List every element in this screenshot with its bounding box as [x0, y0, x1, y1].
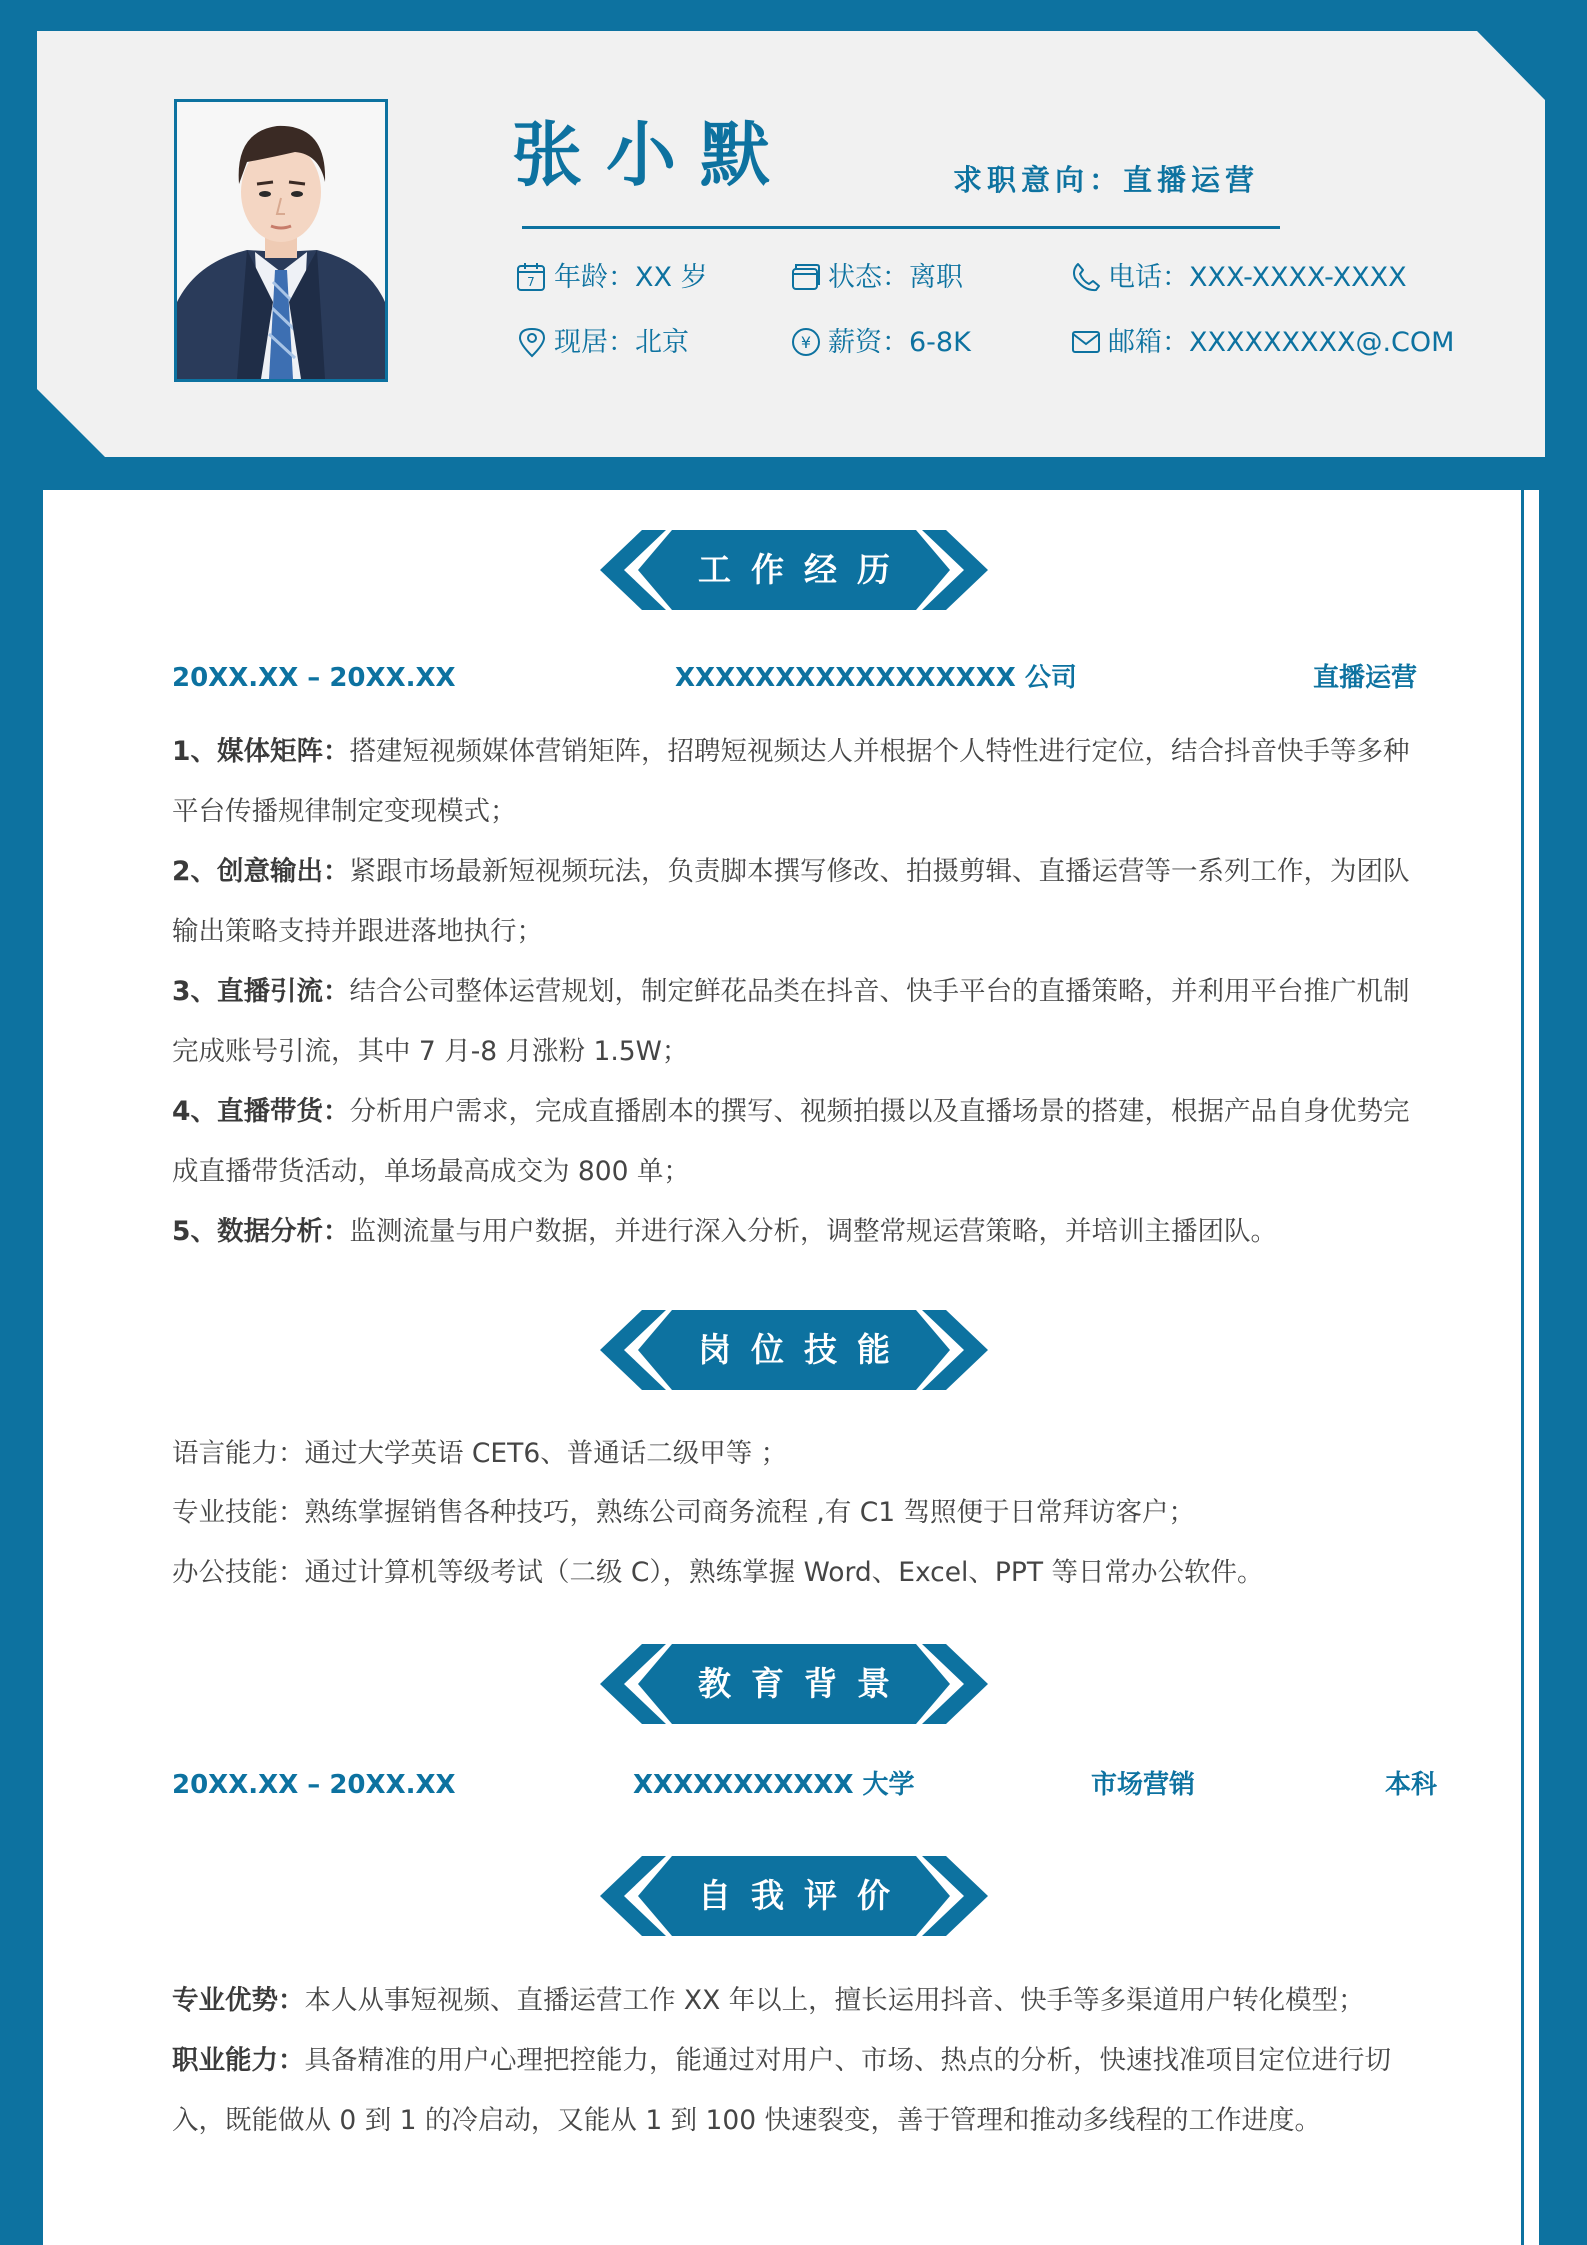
work-item-text: 监测流量与用户数据，并进行深入分析，调整常规运营策略，并培训主播团队。: [349, 1216, 1277, 1247]
section-title-work-label: 工作经历: [698, 550, 910, 589]
info-email-value: XXXXXXXXX@.COM: [1189, 326, 1455, 358]
skill-item: 办公技能：通过计算机等级考试（二级 C），熟练掌握 Word、Excel、PPT 等日常办公软件。: [172, 1557, 1264, 1588]
info-phone-label: 电话：: [1108, 261, 1189, 293]
self-eval-item-text: 本人从事短视频、直播运营工作 XX 年以上，擅长运用抖音、快手等多渠道用户转化模型；: [304, 1985, 1365, 2016]
right-border-line: [1521, 490, 1524, 2245]
section-title-skills-label: 岗位技能: [698, 1330, 910, 1369]
work-item: [172, 842, 1432, 962]
work-item-text: 搭建短视频媒体营销矩阵，招聘短视频达人并根据个人特性进行定位，结合抖音快手等多种平台传播规律制定变现模式；: [172, 736, 1410, 827]
info-age-value: XX 岁: [635, 261, 708, 293]
work-item: [172, 722, 1432, 842]
section-title-work: [600, 530, 988, 610]
work-period: 20XX.XX – 20XX.XX: [172, 663, 456, 693]
work-item: [172, 1082, 1432, 1202]
info-status-value: 离职: [909, 261, 963, 293]
skill-item: 专业技能：熟练掌握销售各种技巧，熟练公司商务流程 ,有 C1 驾照便于日常拜访客户；: [172, 1497, 1196, 1528]
profile-photo: [174, 99, 388, 382]
work-item-label: 3、直播引流：: [172, 976, 350, 1007]
info-salary-value: 6-8K: [909, 326, 971, 358]
candidate-name: 张小默: [512, 114, 794, 196]
self-eval-item: [172, 2031, 1432, 2151]
education-period: 20XX.XX – 20XX.XX: [172, 1770, 456, 1800]
info-phone: [1070, 261, 1407, 293]
work-position: 直播运营: [1313, 663, 1418, 693]
section-title-education: [600, 1644, 988, 1724]
header-divider: [522, 226, 1280, 229]
self-eval-item-label: 职业能力：: [172, 2045, 305, 2076]
svg-text:¥: ¥: [800, 333, 812, 352]
work-item-text: 紧跟市场最新短视频玩法，负责脚本撰写修改、拍摄剪辑、直播运营等一系列工作，为团队输出策略支持并跟进落地执行；: [172, 856, 1410, 947]
work-item: [172, 1202, 1432, 1262]
info-salary: [790, 326, 971, 358]
work-item-label: 1、媒体矩阵：: [172, 736, 350, 767]
info-phone-value: XXX-XXXX-XXXX: [1189, 261, 1407, 293]
section-title-self-eval: [600, 1856, 988, 1936]
self-eval-item: [172, 1971, 1432, 2031]
section-title-self-eval-label: 自我评价: [698, 1876, 910, 1915]
work-item-text: 结合公司整体运营规划，制定鲜花品类在抖音、快手平台的直播策略，并利用平台推广机制完成账号引流，其中 7 月-8 月涨粉 1.5W；: [172, 976, 1410, 1067]
location-icon: [516, 326, 548, 358]
salary-icon: [790, 326, 822, 358]
work-item: [172, 962, 1432, 1082]
work-item-label: 5、数据分析：: [172, 1216, 350, 1247]
work-company: XXXXXXXXXXXXXXXXX 公司: [675, 663, 1077, 693]
job-intent: 求职意向：直播运营: [953, 163, 1260, 197]
info-location-value: 北京: [635, 326, 689, 358]
info-status-label: 状态：: [828, 261, 909, 293]
education-major: 市场营销: [1091, 1770, 1196, 1800]
info-email-label: 邮箱：: [1108, 326, 1189, 358]
skill-item: 语言能力：通过大学英语 CET6、普通话二级甲等 ；: [172, 1438, 788, 1469]
work-item-label: 4、直播带货：: [172, 1096, 350, 1127]
section-title-education-label: 教育背景: [698, 1664, 910, 1703]
education-school: XXXXXXXXXXX 大学: [633, 1770, 915, 1800]
info-email: [1070, 326, 1454, 358]
self-eval-item-label: 专业优势：: [172, 1985, 305, 2016]
info-age-label: 年龄：: [554, 261, 635, 293]
work-item-label: 2、创意输出：: [172, 856, 350, 887]
mail-icon: [1070, 326, 1102, 358]
info-salary-label: 薪资：: [828, 326, 909, 358]
info-status: [790, 261, 963, 293]
calendar-icon: [516, 261, 548, 293]
svg-text:7: 7: [527, 275, 535, 289]
work-item-text: 分析用户需求，完成直播剧本的撰写、视频拍摄以及直播场景的搭建，根据产品自身优势完成直播带货活动，单场最高成交为 800 单；: [172, 1096, 1410, 1187]
phone-icon: [1070, 261, 1102, 293]
self-eval-item-text: 具备精准的用户心理把控能力，能通过对用户、市场、热点的分析，快速找准项目定位进行切入，既能做从 0 到 1 的冷启动，又能从 1 到 100 快速裂变，善于管理和推动多线程的工作进度。: [172, 2045, 1391, 2136]
section-title-skills: [600, 1310, 988, 1390]
info-location-label: 现居：: [554, 326, 635, 358]
info-age: [516, 261, 708, 293]
info-location: [516, 326, 689, 358]
education-degree: 本科: [1385, 1770, 1438, 1800]
status-icon: [790, 261, 822, 293]
